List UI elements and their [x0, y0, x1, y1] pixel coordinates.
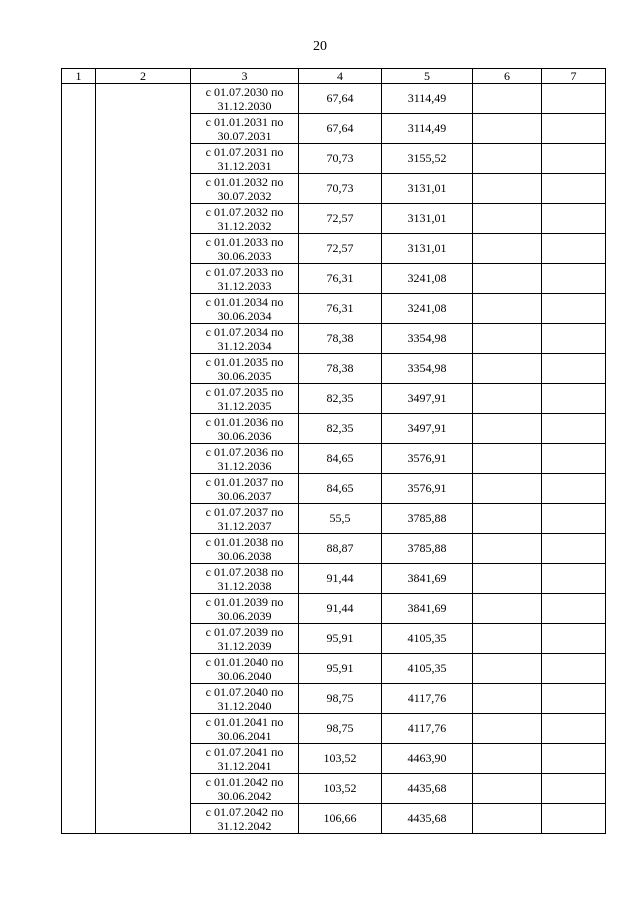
period-cell: с 01.07.2042 по 31.12.2042	[191, 804, 299, 834]
header-cell-3: 3	[191, 69, 299, 84]
value-cell-7	[542, 144, 606, 174]
value-cell-5: 4435,68	[382, 774, 473, 804]
value-cell-5: 4117,76	[382, 714, 473, 744]
value-cell-7	[542, 564, 606, 594]
value-cell-7	[542, 114, 606, 144]
value-cell-5: 3354,98	[382, 354, 473, 384]
merged-empty-col2	[96, 84, 191, 834]
value-cell-4: 95,91	[299, 624, 382, 654]
value-cell-4: 82,35	[299, 384, 382, 414]
value-cell-5: 4435,68	[382, 804, 473, 834]
value-cell-4: 103,52	[299, 774, 382, 804]
value-cell-5: 3131,01	[382, 204, 473, 234]
value-cell-6	[473, 354, 542, 384]
value-cell-5: 3354,98	[382, 324, 473, 354]
value-cell-7	[542, 714, 606, 744]
value-cell-5: 3241,08	[382, 264, 473, 294]
value-cell-6	[473, 264, 542, 294]
period-cell: с 01.01.2036 по 30.06.2036	[191, 414, 299, 444]
period-cell: с 01.07.2034 по 31.12.2034	[191, 324, 299, 354]
value-cell-5: 3841,69	[382, 564, 473, 594]
value-cell-5: 3131,01	[382, 174, 473, 204]
value-cell-6	[473, 174, 542, 204]
value-cell-7	[542, 774, 606, 804]
value-cell-7	[542, 234, 606, 264]
value-cell-4: 98,75	[299, 684, 382, 714]
value-cell-5: 3155,52	[382, 144, 473, 174]
period-cell: с 01.01.2038 по 30.06.2038	[191, 534, 299, 564]
value-cell-4: 70,73	[299, 174, 382, 204]
value-cell-7	[542, 414, 606, 444]
period-cell: с 01.01.2041 по 30.06.2041	[191, 714, 299, 744]
value-cell-7	[542, 294, 606, 324]
value-cell-6	[473, 804, 542, 834]
value-cell-4: 67,64	[299, 84, 382, 114]
period-cell: с 01.07.2031 по 31.12.2031	[191, 144, 299, 174]
table-row	[62, 84, 606, 114]
value-cell-4: 106,66	[299, 804, 382, 834]
value-cell-4: 98,75	[299, 714, 382, 744]
value-cell-4: 76,31	[299, 264, 382, 294]
page-number: 20	[313, 39, 327, 54]
header-cell-7: 7	[542, 69, 606, 84]
header-cell-6: 6	[473, 69, 542, 84]
value-cell-6	[473, 654, 542, 684]
period-cell: с 01.01.2031 по 30.07.2031	[191, 114, 299, 144]
value-cell-6	[473, 324, 542, 354]
value-cell-7	[542, 744, 606, 774]
period-cell: с 01.07.2030 по 31.12.2030	[191, 84, 299, 114]
value-cell-4: 78,38	[299, 324, 382, 354]
value-cell-7	[542, 174, 606, 204]
value-cell-4: 78,38	[299, 354, 382, 384]
value-cell-6	[473, 564, 542, 594]
value-cell-4: 72,57	[299, 204, 382, 234]
value-cell-7	[542, 384, 606, 414]
value-cell-7	[542, 504, 606, 534]
period-cell: с 01.07.2033 по 31.12.2033	[191, 264, 299, 294]
value-cell-7	[542, 324, 606, 354]
value-cell-7	[542, 444, 606, 474]
period-cell: с 01.07.2037 по 31.12.2037	[191, 504, 299, 534]
value-cell-7	[542, 654, 606, 684]
value-cell-5: 4105,35	[382, 654, 473, 684]
value-cell-7	[542, 804, 606, 834]
period-cell: с 01.01.2033 по 30.06.2033	[191, 234, 299, 264]
value-cell-7	[542, 474, 606, 504]
period-cell: с 01.07.2039 по 31.12.2039	[191, 624, 299, 654]
value-cell-4: 95,91	[299, 654, 382, 684]
value-cell-4: 82,35	[299, 414, 382, 444]
value-cell-4: 91,44	[299, 564, 382, 594]
value-cell-5: 3785,88	[382, 534, 473, 564]
period-cell: с 01.07.2038 по 31.12.2038	[191, 564, 299, 594]
value-cell-6	[473, 714, 542, 744]
period-cell: с 01.07.2041 по 31.12.2041	[191, 744, 299, 774]
value-cell-6	[473, 204, 542, 234]
value-cell-4: 84,65	[299, 474, 382, 504]
period-cell: с 01.07.2040 по 31.12.2040	[191, 684, 299, 714]
value-cell-6	[473, 384, 542, 414]
value-cell-6	[473, 414, 542, 444]
value-cell-5: 4105,35	[382, 624, 473, 654]
value-cell-6	[473, 744, 542, 774]
value-cell-6	[473, 444, 542, 474]
period-cell: с 01.07.2032 по 31.12.2032	[191, 204, 299, 234]
value-cell-7	[542, 264, 606, 294]
value-cell-7	[542, 204, 606, 234]
period-cell: с 01.01.2035 по 30.06.2035	[191, 354, 299, 384]
value-cell-4: 84,65	[299, 444, 382, 474]
period-cell: с 01.01.2037 по 30.06.2037	[191, 474, 299, 504]
value-cell-5: 3497,91	[382, 414, 473, 444]
value-cell-4: 76,31	[299, 294, 382, 324]
value-cell-5: 3497,91	[382, 384, 473, 414]
period-cell: с 01.01.2042 по 30.06.2042	[191, 774, 299, 804]
value-cell-5: 4117,76	[382, 684, 473, 714]
table-header-row	[62, 69, 606, 84]
value-cell-4: 103,52	[299, 744, 382, 774]
period-cell: с 01.01.2032 по 30.07.2032	[191, 174, 299, 204]
value-cell-6	[473, 474, 542, 504]
value-cell-6	[473, 114, 542, 144]
value-cell-5: 3841,69	[382, 594, 473, 624]
value-cell-4: 70,73	[299, 144, 382, 174]
value-cell-5: 3131,01	[382, 234, 473, 264]
value-cell-4: 55,5	[299, 504, 382, 534]
value-cell-6	[473, 684, 542, 714]
value-cell-4: 91,44	[299, 594, 382, 624]
header-cell-5: 5	[382, 69, 473, 84]
period-cell: с 01.07.2035 по 31.12.2035	[191, 384, 299, 414]
value-cell-6	[473, 594, 542, 624]
merged-empty-col1	[62, 84, 96, 834]
value-cell-4: 72,57	[299, 234, 382, 264]
value-cell-6	[473, 774, 542, 804]
value-cell-4: 67,64	[299, 114, 382, 144]
value-cell-6	[473, 624, 542, 654]
value-cell-6	[473, 534, 542, 564]
value-cell-4: 88,87	[299, 534, 382, 564]
value-cell-7	[542, 594, 606, 624]
value-cell-6	[473, 234, 542, 264]
header-cell-4: 4	[299, 69, 382, 84]
header-cell-2: 2	[96, 69, 191, 84]
tariff-table	[61, 68, 606, 834]
value-cell-7	[542, 84, 606, 114]
period-cell: с 01.07.2036 по 31.12.2036	[191, 444, 299, 474]
period-cell: с 01.01.2034 по 30.06.2034	[191, 294, 299, 324]
value-cell-5: 3114,49	[382, 114, 473, 144]
value-cell-5: 3576,91	[382, 444, 473, 474]
value-cell-6	[473, 504, 542, 534]
value-cell-5: 3114,49	[382, 84, 473, 114]
value-cell-6	[473, 294, 542, 324]
value-cell-6	[473, 144, 542, 174]
value-cell-7	[542, 354, 606, 384]
value-cell-6	[473, 84, 542, 114]
value-cell-5: 3576,91	[382, 474, 473, 504]
value-cell-7	[542, 534, 606, 564]
period-cell: с 01.01.2040 по 30.06.2040	[191, 654, 299, 684]
value-cell-7	[542, 624, 606, 654]
header-cell-1: 1	[62, 69, 96, 84]
value-cell-7	[542, 684, 606, 714]
value-cell-5: 3241,08	[382, 294, 473, 324]
value-cell-5: 4463,90	[382, 744, 473, 774]
period-cell: с 01.01.2039 по 30.06.2039	[191, 594, 299, 624]
value-cell-5: 3785,88	[382, 504, 473, 534]
